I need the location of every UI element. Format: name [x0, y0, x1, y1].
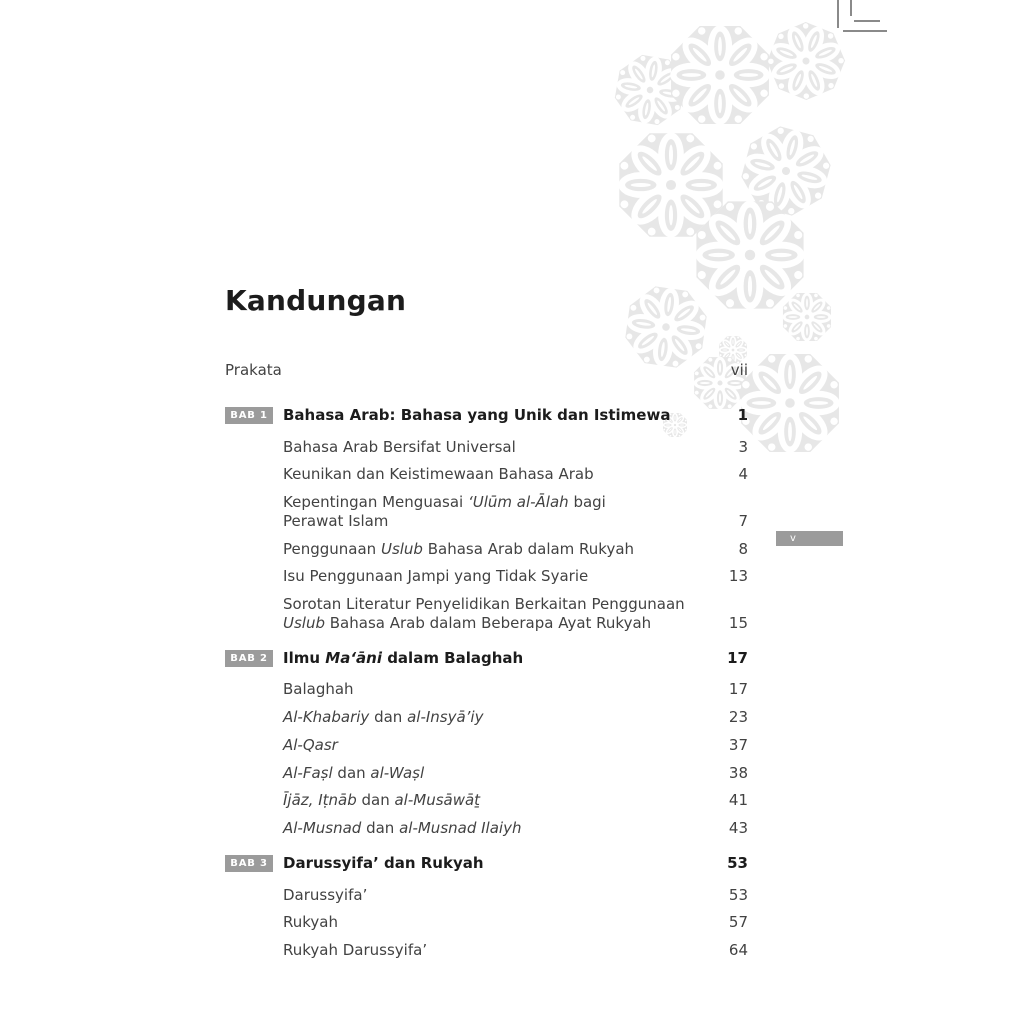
flower-rosette-icon — [782, 292, 833, 343]
title-text-segment: Perawat Islam — [283, 511, 389, 530]
page-number: 4 — [738, 465, 748, 484]
page-number: 15 — [728, 613, 748, 632]
toc-entry — [225, 465, 748, 484]
page-edge-tab-label: v — [790, 533, 796, 544]
title-text-segment: Bahasa Arab dalam Rukyah — [422, 539, 635, 558]
title-text-segment: Isu Penggunaan Jampi yang Tidak Syarie — [283, 567, 589, 586]
toc-content — [225, 284, 748, 969]
page-number: 23 — [728, 708, 748, 726]
title-italic-segment: Uslub — [283, 613, 325, 632]
toc-entry — [225, 493, 748, 531]
toc-entry-label — [283, 680, 715, 699]
toc-entry-label — [283, 465, 724, 484]
chapter-title — [283, 649, 713, 668]
crop-mark — [854, 20, 880, 22]
toc-entry — [225, 913, 748, 932]
toc-entry-label — [283, 913, 715, 932]
chapter-title — [283, 406, 724, 425]
toc-entry-label — [283, 886, 715, 905]
toc-entry — [225, 680, 748, 699]
title-text-segment: Sorotan Literatur Penyelidikan Berkaitan Penggunaan — [283, 595, 685, 613]
page-number: 7 — [738, 511, 748, 530]
title-italic-segment: ‘Ulūm al-Ālah — [467, 493, 569, 511]
title-italic-segment: Al-Qasr — [283, 735, 338, 754]
toc-entry-label — [283, 708, 715, 727]
page-number: 64 — [728, 941, 748, 959]
chapter-block — [225, 854, 748, 960]
title-italic-segment: Ma‘āni — [325, 648, 382, 667]
title-text-segment: Ilmu — [283, 648, 326, 667]
page-number: 1 — [737, 405, 748, 424]
page-title: Kandungan — [225, 284, 407, 317]
toc-entry — [225, 595, 748, 633]
toc-entry-label — [283, 819, 715, 838]
title-text-segment: Darussyifa’ dan Rukyah — [283, 853, 484, 872]
page-number: 53 — [728, 885, 748, 904]
toc-entry-label — [283, 567, 715, 586]
toc-entry — [225, 708, 748, 727]
toc-entry-label — [283, 595, 715, 633]
page-number: 8 — [738, 539, 748, 558]
title-italic-segment: al-Waṣl — [370, 763, 425, 782]
flower-rosette-icon — [738, 351, 841, 454]
chapter-heading-row — [225, 854, 748, 873]
toc-entry-front — [225, 361, 748, 380]
page-number: 38 — [728, 763, 748, 782]
chapter-block — [225, 406, 748, 633]
chapter-heading-row — [225, 406, 748, 425]
title-text-segment: dalam Balaghah — [381, 648, 524, 667]
title-italic-segment: al-Musnad Ilaiyh — [399, 819, 522, 837]
title-text-segment: Penggunaan — [283, 539, 381, 558]
section-list — [225, 438, 748, 633]
title-text-segment: Bahasa Arab Bersifat Universal — [283, 437, 516, 456]
section-list — [225, 886, 748, 960]
page-number: 43 — [728, 819, 748, 837]
title-italic-segment: Uslub — [380, 539, 423, 558]
chapter-title — [283, 854, 713, 873]
chapter-list — [225, 406, 748, 960]
crop-mark — [837, 0, 839, 28]
toc-entry — [225, 886, 748, 905]
toc-entry — [225, 941, 748, 960]
toc-entry-label — [283, 736, 715, 755]
title-text-segment: Rukyah Darussyifa’ — [283, 941, 428, 959]
title-italic-segment: al-Musāwāṯ — [394, 791, 481, 810]
front-matter-list — [225, 361, 748, 380]
title-text-segment: Prakata — [225, 361, 282, 379]
title-text-segment: Bahasa Arab: Bahasa yang Unik dan Istimewa — [283, 405, 671, 424]
crop-mark — [850, 0, 852, 16]
page-edge-tab — [776, 531, 843, 546]
title-italic-segment: Al-Musnad — [283, 819, 362, 837]
page-number: 13 — [728, 567, 748, 586]
page-number: 53 — [727, 853, 748, 872]
title-text-segment: dan — [332, 763, 371, 782]
flower-rosette-icon — [757, 12, 856, 111]
title-text-segment: Kepentingan Menguasai — [283, 493, 468, 511]
crop-mark — [843, 30, 887, 32]
chapter-badge: BAB 1 — [225, 407, 273, 424]
toc-entry — [225, 764, 748, 783]
toc-entry-label — [283, 791, 715, 810]
title-italic-segment: Ījāz, Iṭnāb — [283, 791, 357, 810]
toc-entry — [225, 791, 748, 810]
toc-entry-label — [225, 361, 717, 380]
title-text-segment: Balaghah — [283, 680, 354, 699]
chapter-badge: BAB 2 — [225, 650, 273, 667]
toc-entry-label — [283, 493, 724, 531]
title-text-segment: Keunikan dan Keistimewaan Bahasa Arab — [283, 465, 594, 484]
toc-entry — [225, 819, 748, 838]
chapter-block — [225, 649, 748, 838]
toc-entry — [225, 438, 748, 457]
toc-entry — [225, 567, 748, 586]
page-number: 41 — [728, 791, 748, 810]
toc-entry — [225, 736, 748, 755]
title-text-segment: Rukyah — [283, 913, 338, 932]
chapter-badge: BAB 3 — [225, 855, 273, 872]
toc-entry — [225, 540, 748, 559]
title-text-segment: dan — [356, 791, 395, 810]
page-number: 17 — [727, 648, 748, 667]
page-number: 57 — [728, 913, 748, 932]
title-text-segment: Darussyifa’ — [283, 885, 368, 904]
page-number: 37 — [728, 735, 748, 754]
title-italic-segment: Al-Khabariy — [283, 708, 370, 726]
chapter-heading-row — [225, 649, 748, 668]
title-text-segment: dan — [369, 708, 408, 726]
toc-entry-label — [283, 941, 715, 960]
page-number: 17 — [728, 680, 748, 699]
toc-entry-label — [283, 438, 724, 457]
page-number: 3 — [738, 437, 748, 456]
title-text-segment: dan — [361, 819, 400, 837]
title-text-segment: Bahasa Arab dalam Beberapa Ayat Rukyah — [325, 613, 652, 632]
toc-entry-label — [283, 764, 715, 783]
title-italic-segment: Al-Faṣl — [283, 763, 333, 782]
title-text-segment: bagi — [568, 493, 606, 511]
flower-rosette-icon — [668, 23, 771, 126]
section-list — [225, 680, 748, 838]
page-number: vii — [730, 361, 748, 379]
title-italic-segment: al-Insyā’iy — [407, 708, 484, 726]
toc-entry-label — [283, 540, 724, 559]
